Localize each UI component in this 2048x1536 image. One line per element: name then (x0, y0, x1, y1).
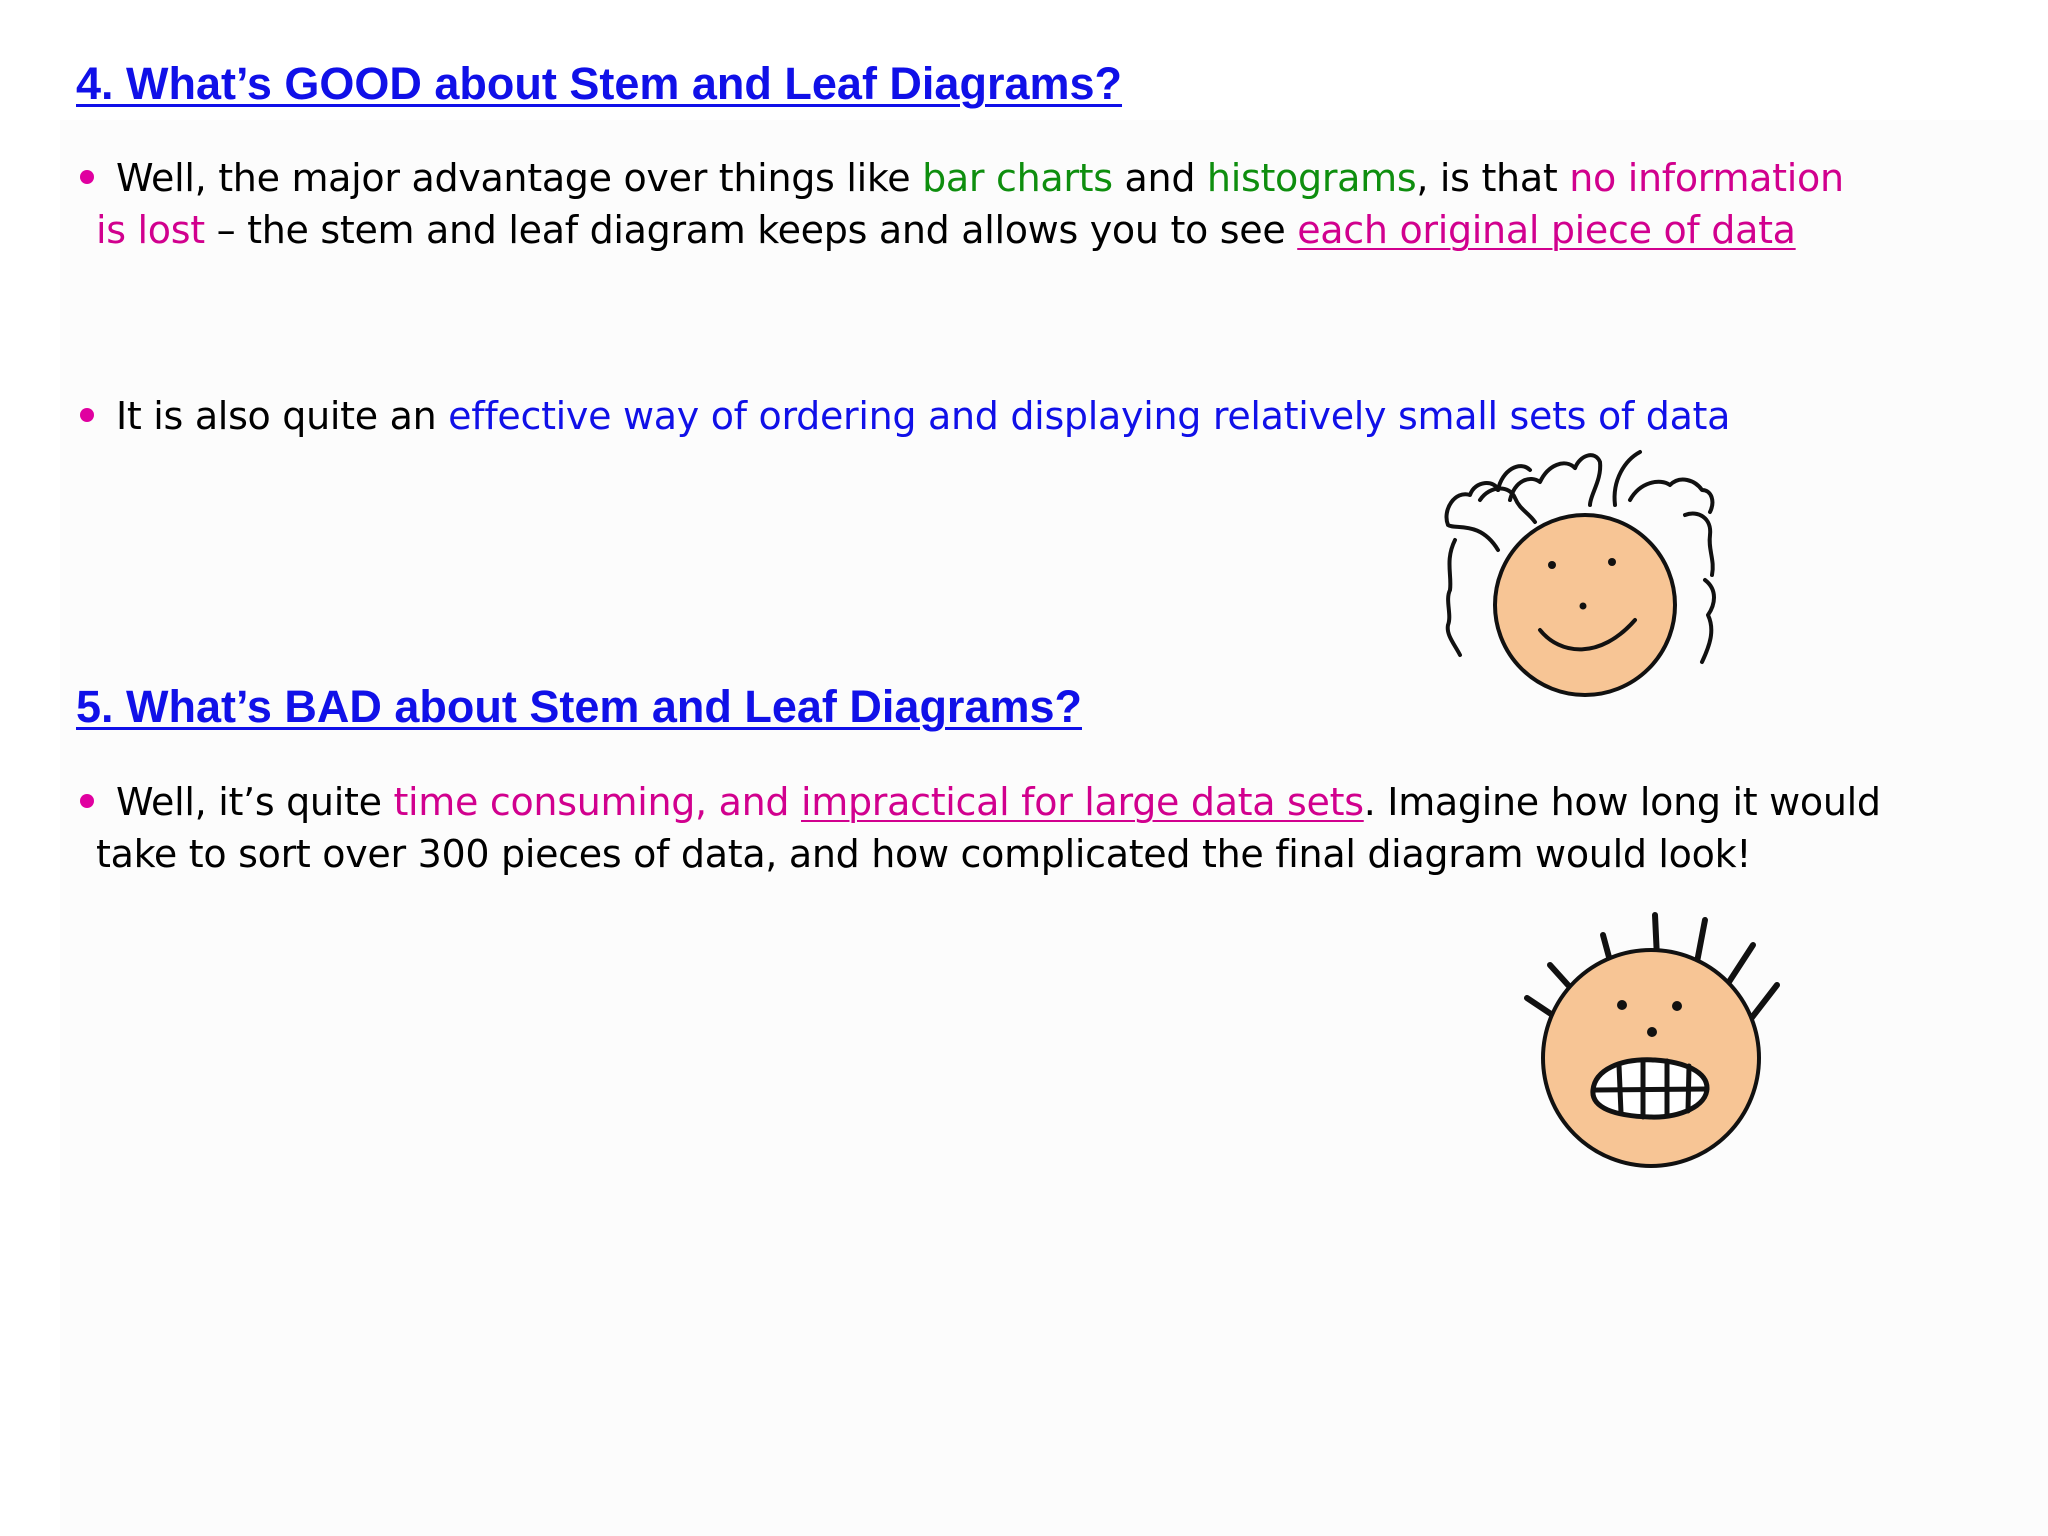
highlight-bar-charts: bar charts (922, 156, 1113, 200)
good-point-effective (80, 390, 1980, 442)
good-point-effective-line1 (80, 390, 1980, 442)
highlight-no-information: no information (1569, 156, 1844, 200)
bullet-icon (80, 794, 94, 808)
text-segment: – the stem and leaf diagram keeps and allows you to see (204, 208, 1298, 252)
good-point-advantage (80, 152, 1980, 256)
heading-bad: 5. What’s BAD about Stem and Leaf Diagrams? (76, 681, 1082, 732)
text-segment: It is also quite an (116, 394, 449, 438)
highlight-histograms: histograms (1206, 156, 1417, 200)
text-segment: take to sort over 300 pieces of data, and how complicated the final diagram would look! (96, 832, 1752, 876)
text-segment: Well, the major advantage over things like (116, 156, 923, 200)
highlight-time-consuming: time consuming, and (393, 780, 801, 824)
text-segment: and (1112, 156, 1207, 200)
bad-point-line2 (80, 828, 1980, 880)
highlight-is-lost: is lost (96, 208, 205, 252)
bad-point-line1 (80, 776, 1980, 828)
text-segment: . Imagine how long it would (1363, 780, 1881, 824)
curly-hair-smiling-face-icon (1440, 440, 1730, 710)
good-point-advantage-line2 (80, 204, 1980, 256)
highlight-impractical: impractical for large data sets (801, 780, 1364, 824)
bullet-icon (80, 408, 94, 422)
highlight-each-original-piece: each original piece of data (1297, 208, 1796, 252)
text-segment: Well, it’s quite (116, 780, 394, 824)
spiky-hair-grimacing-face-icon (1515, 910, 1795, 1175)
good-point-advantage-line1 (80, 152, 1980, 204)
text-segment: , is that (1416, 156, 1570, 200)
highlight-effective-way: effective way of ordering and displaying relatively small sets of data (448, 394, 1731, 438)
heading-good: 4. What’s GOOD about Stem and Leaf Diagrams? (76, 58, 1123, 109)
bad-point-time-consuming (80, 776, 1980, 880)
bullet-icon (80, 170, 94, 184)
